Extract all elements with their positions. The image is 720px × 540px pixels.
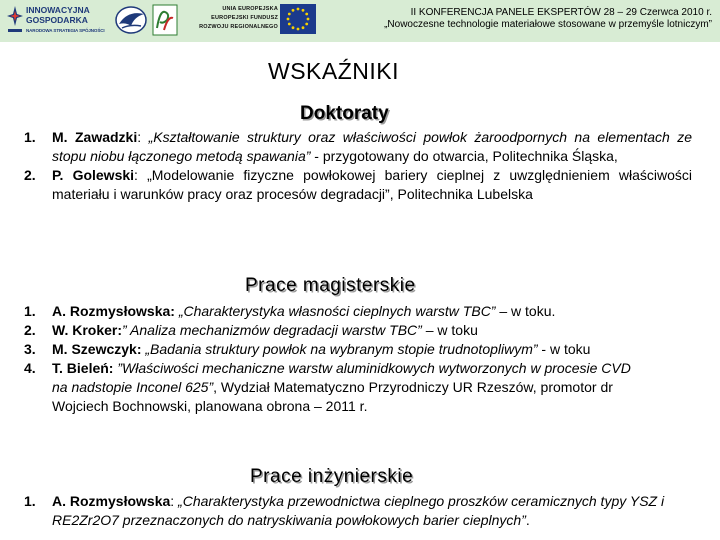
item-author: A. Rozmysłowska (52, 493, 171, 509)
innowacyjna-gospodarka-logo (4, 3, 108, 39)
section-heading-doktoraty: Doktoraty (300, 103, 389, 124)
bird-logo-icon (114, 4, 148, 36)
item-author: T. Bieleń: (52, 360, 114, 376)
list-item (0, 359, 720, 416)
item-title: „Charakterystyka własności cieplnych warstw TBC” (174, 303, 496, 319)
item-number: 3. (24, 341, 36, 357)
item-number: 2. (24, 322, 36, 338)
item-separator: : (170, 493, 179, 509)
logo-subtitle: NARODOWA STRATEGIA SPÓJNOŚCI (26, 28, 105, 33)
list-item (0, 166, 720, 204)
eu-fund-text (190, 5, 278, 32)
list-item (0, 321, 720, 340)
inzynierskie-list (0, 492, 720, 530)
item-title: „Charakterystyka przewodnictwa cieplnego proszków ceramicznych typy YSZ i RE2Zr2O7 przeznaczonych do natryskiwania powłokowych barier cieplnych” (52, 493, 665, 528)
section-heading-magisterskie: Prace magisterskie (245, 275, 416, 296)
logo-text-innowacyjna: INNOWACYJNA (26, 5, 90, 15)
item-status: „Modelowanie fizyczne powłokowej bariery cieplnej z uwzględnieniem właściwości materiału i warunków pracy oraz procesów degradacji”, Politechnika Lubelska (52, 167, 693, 202)
conference-title: II KONFERENCJA PANELE EKSPERTÓW 28 – 29 Czerwca 2010 r. (410, 7, 712, 18)
header-banner (0, 0, 720, 42)
item-separator: : (134, 167, 148, 183)
item-author: M. Zawadzki (52, 129, 138, 145)
list-item (0, 128, 720, 166)
logo-text-gospodarka: GOSPODARKA (26, 15, 88, 25)
logo-star-icon (6, 5, 24, 37)
magisterskie-list (0, 302, 720, 416)
item-number: 4. (24, 360, 36, 376)
item-status: – w toku (421, 322, 478, 338)
eu-text-line1: UNIA EUROPEJSKA (222, 6, 278, 12)
item-title: ”Właściwości mechaniczne warstw aluminidkowych wytworzonych w procesie CVD na nadstopie Inconel 625” (52, 360, 631, 395)
item-title: „Kształtowanie struktury oraz właściwości powłok żaroodpornych na elementach ze stopu niobu łączonego metodą spawania” (52, 129, 693, 164)
item-status: - w toku (537, 341, 591, 357)
item-separator: : (137, 129, 149, 145)
item-title: ” Analiza mechanizmów degradacji warstw TBC” (122, 322, 422, 338)
item-status: , Wydział Matematyczno Przyrodniczy UR Rzeszów, promotor dr Wojciech Bochnowski, planowana obrona – 2011 r. (52, 379, 613, 414)
item-number: 1. (24, 303, 36, 319)
conference-subtitle: „Nowoczesne technologie materiałowe stosowane w przemyśle lotniczym” (384, 19, 712, 30)
item-author: P. Golewski (52, 167, 135, 183)
item-number: 1. (24, 493, 36, 509)
item-number: 1. (24, 129, 36, 145)
conference-info (384, 7, 712, 31)
doktoraty-list (0, 128, 720, 204)
item-author: M. Szewczyk: (52, 341, 142, 357)
eu-flag-icon (280, 4, 316, 34)
section-heading-inzynierskie: Prace inżynierskie (250, 466, 414, 487)
list-item (0, 302, 720, 321)
page-title: WSKAŹNIKI (268, 58, 400, 84)
item-status: – w toku. (495, 303, 556, 319)
item-title: „Badania struktury powłok na wybranym stopie trudnotopliwym” (141, 341, 538, 357)
item-author: A. Rozmysłowska: (52, 303, 175, 319)
item-author: W. Kroker: (52, 322, 123, 338)
item-status: . (525, 512, 530, 528)
list-item (0, 340, 720, 359)
eu-text-line2: EUROPEJSKI FUNDUSZ (211, 15, 278, 21)
eu-text-line3: ROZWOJU REGIONALNEGO (199, 24, 278, 30)
list-item (0, 492, 720, 530)
polska-logo-icon (152, 4, 178, 36)
item-number: 2. (24, 167, 36, 183)
item-status: - przygotowany do otwarcia, Politechnika Śląska, (310, 148, 618, 164)
